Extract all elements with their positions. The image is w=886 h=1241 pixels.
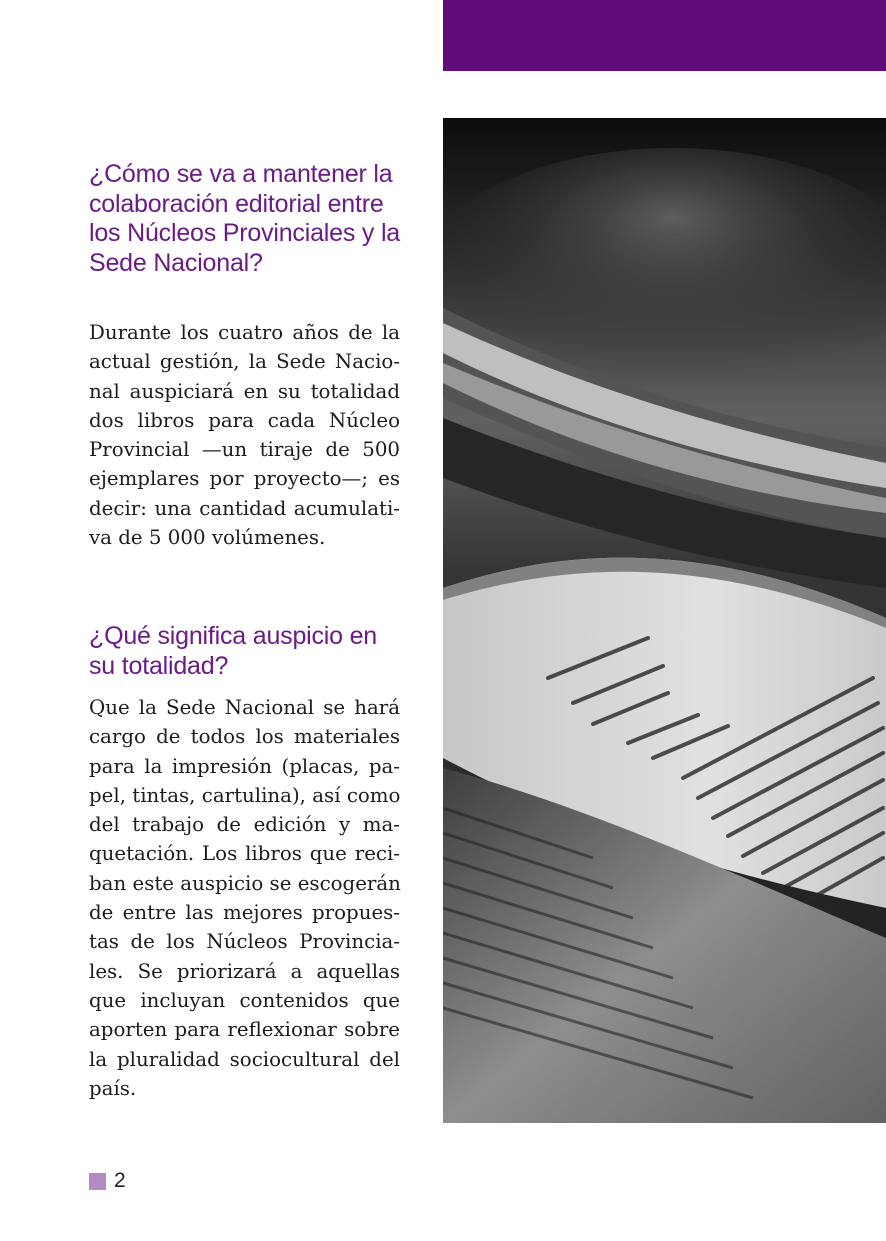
answer-line: que incluyan contenidos que (89, 988, 400, 1012)
answer-line: para la impresión (placas, pa- (89, 754, 400, 778)
answer-line: Provincial —un tiraje de 500 (89, 438, 400, 462)
answer-line: decir: una cantidad acumulati- (89, 496, 400, 520)
open-book-illustration (443, 118, 886, 1123)
page-number: 2 (114, 1169, 126, 1192)
page-footer (89, 1170, 126, 1192)
question-heading-1: ¿Cómo se va a mantener la colaboración editorial entre los Núcleos Provinciales y la Sede Nacional? (89, 160, 400, 277)
question-heading-2: ¿Qué significa auspicio en su totalidad? (89, 622, 378, 680)
open-book-photo (443, 118, 886, 1123)
answer-line: ejemplares por proyecto—; es (89, 467, 400, 491)
answer-line: nal auspiciará en su totalidad (89, 379, 400, 403)
answer-line: va de 5 000 volúmenes. (89, 526, 326, 550)
answer-line: la pluralidad sociocultural del (89, 1047, 400, 1071)
answer-line: país. (89, 1076, 137, 1100)
answer-paragraph-1 (89, 318, 400, 552)
page-marker-square (89, 1173, 106, 1190)
answer-line: dos libros para cada Núcleo (89, 408, 400, 432)
answer-line: tas de los Núcleos Provincia- (89, 930, 400, 954)
answer-line: les. Se priorizará a aquellas (89, 959, 400, 983)
answer-line: Que la Sede Nacional se hará (89, 696, 400, 719)
answer-line: actual gestión, la Sede Nacio- (89, 350, 400, 374)
answer-line: aporten para reflexionar sobre (89, 1018, 400, 1042)
answer-line: de entre las mejores propues- (89, 901, 400, 925)
answer-line: Durante los cuatro años de la (89, 321, 400, 344)
answer-line: cargo de todos los materiales (89, 725, 400, 749)
answer-paragraph-2 (89, 693, 400, 1103)
answer-line: del trabajo de edición y ma- (89, 813, 400, 837)
answer-line: ban este auspicio se escogerán (89, 871, 401, 895)
answer-line: quetación. Los libros que reci- (89, 842, 400, 866)
header-color-band (443, 0, 886, 71)
answer-line: pel, tintas, cartulina), así como (89, 783, 401, 807)
